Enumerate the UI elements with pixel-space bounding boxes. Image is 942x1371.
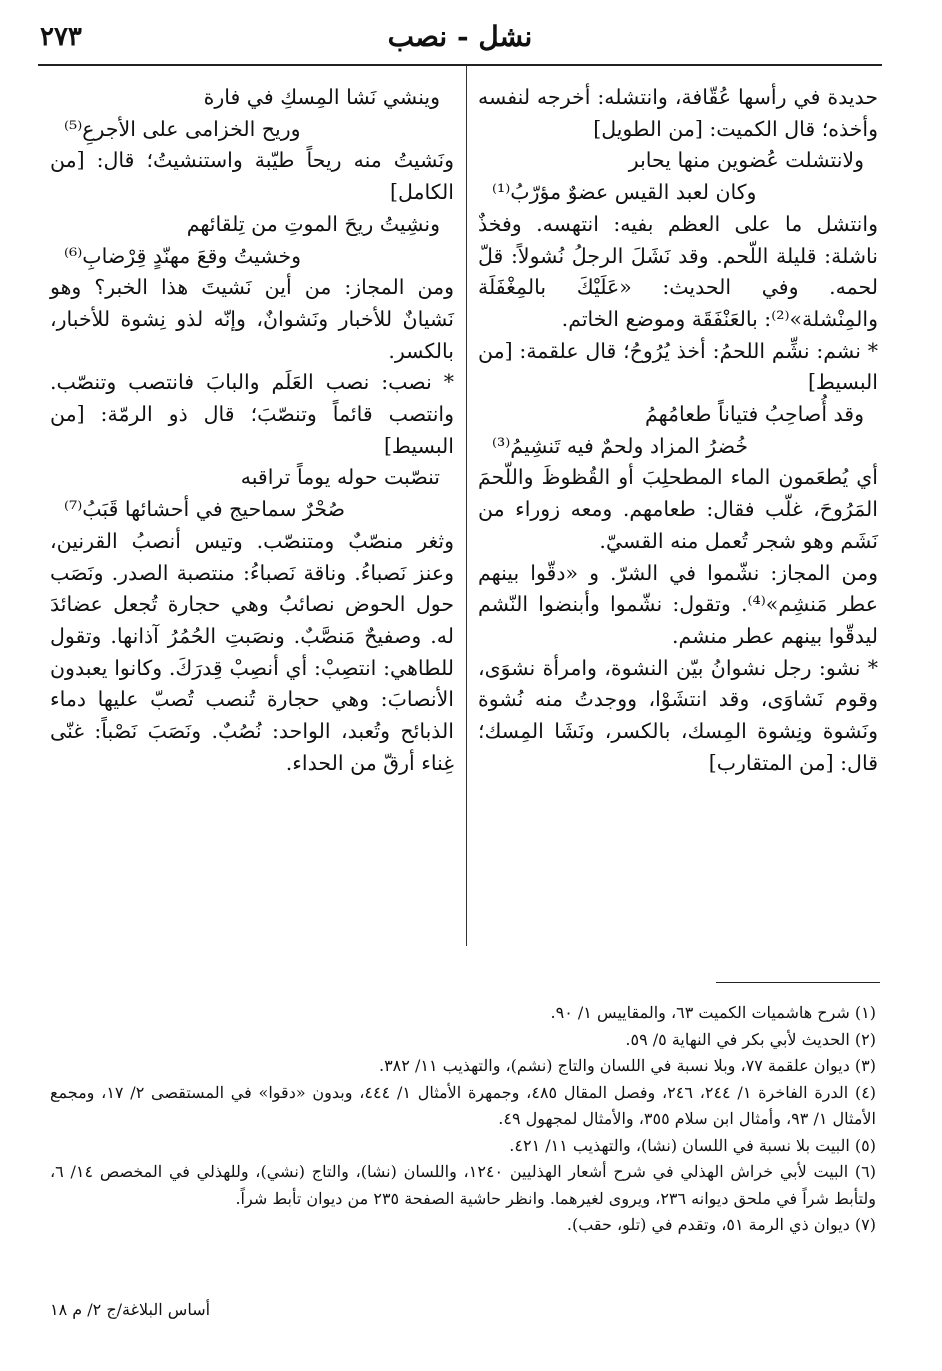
- footnote: (٥) البيت بلا نسبة في اللسان (نشا)، والتهذيب ١١/ ٤٢١.: [509, 1135, 876, 1155]
- verse: [478, 399, 878, 462]
- footnote: (٣) ديوان علقمة ٧٧، وبلا نسبة في اللسان والتاج (نشم)، والتهذيب ١١/ ٣٨٢.: [378, 1056, 876, 1075]
- verse-first-hemistich: تنصّبت حوله يوماً تراقبه: [240, 465, 440, 490]
- verse-second-hemistich: وريح الخزامى على الأجرعِ⁽⁵⁾: [64, 116, 301, 141]
- verse-first-hemistich: ونشِيتُ ريحَ الموتِ من تِلقائهم: [186, 211, 440, 236]
- footnote: (٧) ديوان ذي الرمة ٥١، وتقدم في (تلو، حقب).: [566, 1215, 876, 1234]
- verse-first-hemistich: ولانتشلت عُضوين منها يحابر: [628, 148, 864, 173]
- header-rule: [38, 64, 882, 66]
- paragraph: * نشم: نشِّم اللحمُ: أخذ يُرُوحُ؛ قال علقمة: [من البسيط]: [478, 338, 878, 395]
- footnote: (١) شرح هاشميات الكميت ٦٣، والمقاييس ١/ ٩٠.: [550, 1003, 876, 1022]
- signature-mark: أساس البلاغة/ج ٢/ م ١٨: [50, 1300, 211, 1319]
- footnote: (٦) البيت لأبي خراش الهذلي في شرح أشعار الهذليين ١٢٤٠، واللسان (نشا)، والتاج (نشي)، وللهذلي في المخصص ١٤/ ٦، ولتأبط شراً في ملحق ديوانه ٢٣٦، ويروى لغيرهما. وانظر حاشية الصفحة ٢٣٥ من ديوان تأبط شراً.: [50, 1162, 877, 1208]
- column-divider: [466, 66, 467, 946]
- right-column: [478, 82, 878, 779]
- verse-first-hemistich: وقد أُصاحِبُ فتياناً طعامُهمُ: [644, 402, 864, 427]
- footnote: (٤) الدرة الفاخرة ١/ ٢٤٤، ٢٤٦، وفصل المقال ٤٨٥، وجمهرة الأمثال ١/ ٤٤٤، وبدون «دقوا» في المستقصى ٢/ ١٧، ومجمع الأمثال ١/ ٩٣، وأمثال ابن سلام ٣٥٥، والأمثال لمجهول ٤٩.: [50, 1082, 877, 1128]
- paragraph: ومن المجاز: نشّموا في الشرّ. و «دقّوا بينهم عطر مَنشِم»⁽⁴⁾. وتقول: نشّموا وأبنضوا النّشم ليدقّوا بينهم عطر منشم.: [478, 560, 878, 648]
- verse-second-hemistich: وكان لعبد القيس عضوٌ مؤرّبُ⁽¹⁾: [492, 180, 757, 205]
- paragraph: * نصب: نصب العَلَم والبابَ فانتصب وتنصّب. وانتصب قائماً وتنصّبَ؛ قال ذو الرمّة: [من البسيط]: [50, 370, 454, 458]
- page-number: ٢٧٣: [40, 22, 82, 52]
- verse-second-hemistich: خُضرُ المزاد ولحمٌ فيه تَنشِيمُ⁽³⁾: [492, 433, 749, 458]
- verse-second-hemistich: وخشيتُ وقعَ مهنّدٍ قِرْضابِ⁽⁶⁾: [64, 243, 302, 268]
- verse-second-hemistich: صُحْرٌ سماحيج في أحشائها قَبَبُ⁽⁷⁾: [64, 497, 345, 522]
- paragraph: ومن المجاز: من أين نَشيتَ هذا الخبر؟ وهو نَشيانٌ للأخبار ونَشوانٌ، وإنّه لذو نِشوة للأخبار، بالكسر.: [50, 275, 454, 363]
- verse: [50, 209, 454, 272]
- paragraph: وانتشل ما على العظم بفيه: انتهسه. وفخذٌ ناشلة: قليلة اللّحم. وقد نَشَلَ الرجلُ نُشولاً: قلّ لحمه. وفي الحديث: «عَلَيْكَ بالمِغْفَلَة والمِنْشلة»⁽²⁾: بالعَنْفَقَة وموضع الخاتم.: [478, 211, 878, 331]
- footnote: (٢) الحديث لأبي بكر في النهاية ٥/ ٥٩.: [625, 1029, 876, 1049]
- paragraph: وثغر منصّبٌ ومتنصّب. وتيس أنصبُ القرنين، وعنز نَصباءُ. وناقة نَصباءُ: منتصبة الصدر. ونَصَب حول الحوض نصائبُ وهي حجارة تُجعل عضائدَ له. وصفيحٌ مَنصَّبٌ. ونصَبتِ الحُمُرُ آذانها. وتقول للطاهي: انتصِبْ: أي أنصِبْ قِدرَكَ. وكانوا يعبدون الأنصابَ: وهي حجارة تُنصب تُصبّ عليها دماء الذبائح وتُعبد، الواحد: نُصُبٌ. ونَصَبَ نَصْباً: غنّى غِناء أرقّ من الحداء.: [50, 528, 454, 775]
- verse: [50, 462, 454, 525]
- paragraph: ونَشيتُ منه ريحاً طيّبة واستنشيتُ؛ قال: [من الكامل]: [50, 148, 454, 205]
- paragraph: * نشو: رجل نشوانُ بيّن النشوة، وامرأة نشوَى، وقوم نَشاوَى، وقد انتشَوْا، ووجدتُ منه نُشوة ونَشوة ونِشوة المِسك، بالكسر، ونَشَا المِسك؛ قال: [من المتقارب]: [478, 655, 878, 775]
- paragraph: أي يُطعَمون الماء المطحلِبَ أو القُظوظَ واللّحمَ المَرُوحَ، غلّب فقال: طعامهم. ومعه زوراء من نَشَم وهو شجر تُعمل منه القسيّ.: [478, 465, 878, 553]
- running-title: نشل - نصب: [387, 20, 533, 53]
- verse-first-hemistich: وينشي نَشا المِسكِ في فارة: [203, 85, 440, 109]
- page-header: [40, 18, 880, 64]
- left-column: [50, 82, 454, 779]
- verse: [478, 145, 878, 208]
- footnotes: [50, 1000, 876, 1239]
- verse: [50, 82, 454, 145]
- footnote-rule: [716, 982, 880, 983]
- paragraph: حديدة في رأسها عُقّافة، وانتشله: أخرجه لنفسه وأخذه؛ قال الكميت: [من الطويل]: [478, 85, 878, 141]
